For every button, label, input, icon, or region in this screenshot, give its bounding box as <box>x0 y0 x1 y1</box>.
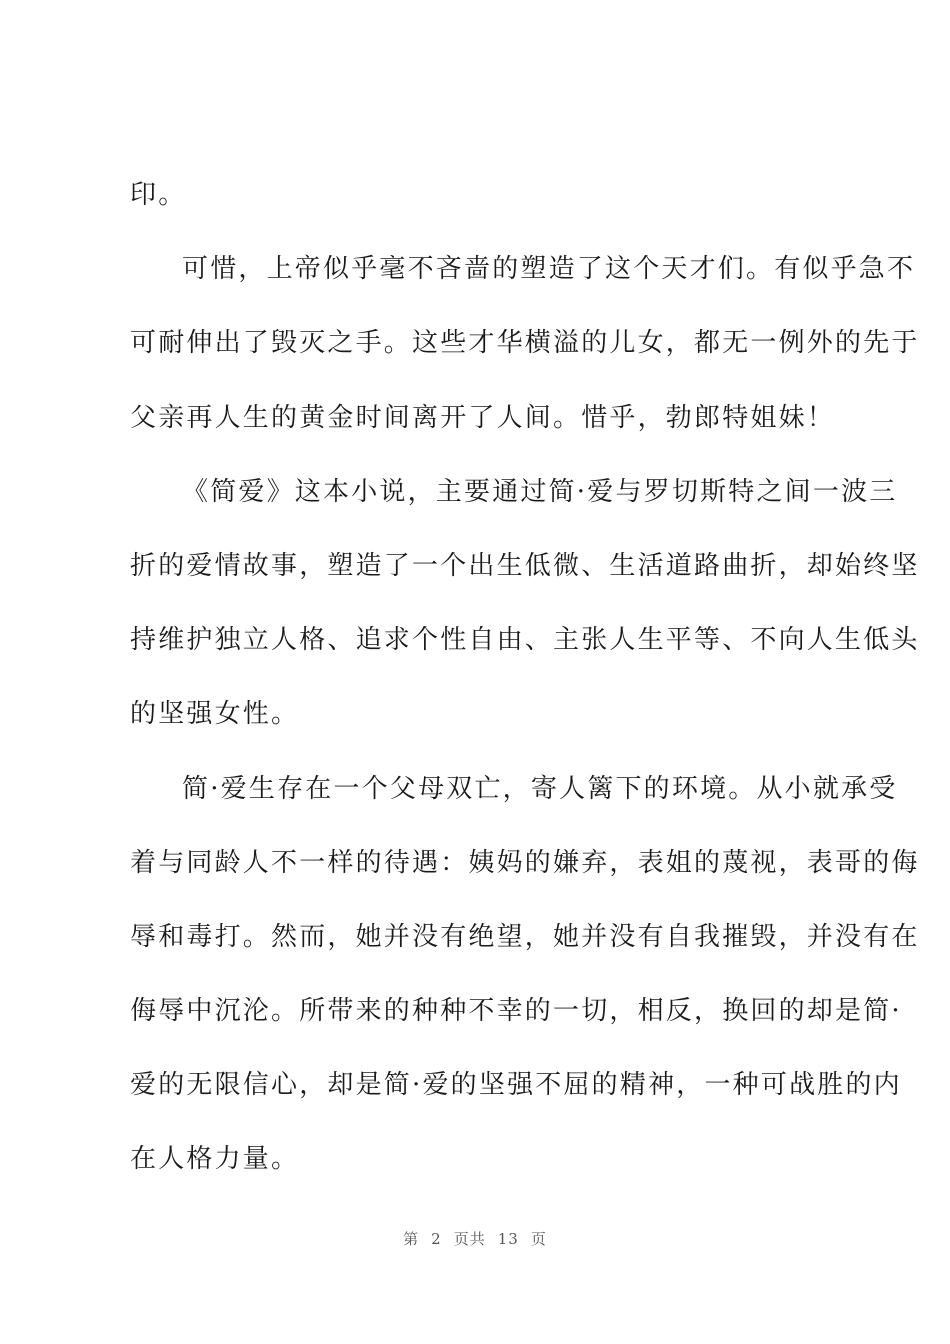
page-number-footer <box>0 1228 950 1249</box>
paragraph-first-line: 可惜，上帝似乎毫不吝啬的塑造了这个天才们。有似乎急不 <box>182 254 916 285</box>
text-line: 持维护独立人格、追求个性自由、主张人生平等、不向人生低头 <box>130 625 920 656</box>
footer-current-page: 2 <box>431 1230 442 1248</box>
footer-middle: 页共 <box>453 1230 486 1248</box>
text-line: 的坚强女性。 <box>130 699 300 730</box>
text-line: 折的爱情故事，塑造了一个出生低微、生活道路曲折，却始终坚 <box>130 550 920 581</box>
body-text <box>130 175 920 1214</box>
text-line: 侮辱中沉沦。所带来的种种不幸的一切，相反，换回的却是简· <box>130 996 902 1027</box>
footer-suffix: 页 <box>530 1230 547 1248</box>
paragraph-first-line: 简·爱生存在一个父母双亡，寄人篱下的环境。从小就承受 <box>182 773 898 804</box>
text-line: 着与同龄人不一样的待遇：姨妈的嫌弃，表姐的蔑视，表哥的侮 <box>130 847 920 878</box>
footer-prefix: 第 <box>403 1230 420 1248</box>
text-line: 爱的无限信心，却是简·爱的坚强不屈的精神，一种可战胜的内 <box>130 1070 902 1101</box>
text-line: 印。 <box>130 180 187 210</box>
text-line: 可耐伸出了毁灭之手。这些才华横溢的儿女，都无一例外的先于 <box>130 328 920 359</box>
text-line: 父亲再人生的黄金时间离开了人间。惜乎，勃郎特姐妹！ <box>130 402 836 433</box>
text-line: 在人格力量。 <box>130 1144 300 1175</box>
paragraph-first-line: 《简爱》这本小说，主要通过简·爱与罗切斯特之间一波三 <box>182 476 898 507</box>
footer-total-pages: 13 <box>497 1230 519 1248</box>
text-line: 辱和毒打。然而，她并没有绝望，她并没有自我摧毁，并没有在 <box>130 921 920 952</box>
